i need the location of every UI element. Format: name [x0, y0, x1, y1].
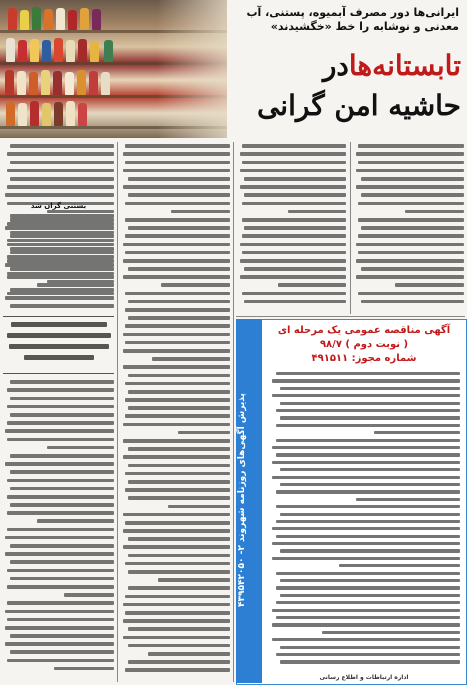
text-line — [354, 158, 464, 166]
text-line — [121, 453, 230, 461]
text-line — [268, 577, 460, 584]
text-line — [238, 208, 346, 216]
text-line — [3, 175, 114, 183]
text-line — [3, 167, 114, 175]
text-line — [354, 224, 464, 232]
column-rule — [117, 142, 118, 682]
text-line — [268, 503, 460, 510]
text-line — [268, 488, 460, 495]
text-line — [268, 473, 460, 480]
text-line — [121, 158, 230, 166]
text-line — [121, 666, 230, 674]
text-line — [268, 444, 460, 451]
text-line — [354, 240, 464, 248]
text-line — [121, 379, 230, 387]
text-line — [268, 481, 460, 488]
text-line — [121, 314, 230, 322]
text-line — [268, 643, 460, 650]
text-line — [121, 347, 230, 355]
text-line — [354, 175, 464, 183]
text-line — [354, 257, 464, 265]
text-line — [268, 496, 460, 503]
text-line — [121, 609, 230, 617]
text-line — [268, 584, 460, 591]
article-photo — [0, 0, 227, 138]
text-line — [121, 560, 230, 568]
text-line — [121, 535, 230, 543]
text-line — [121, 412, 230, 420]
text-line — [3, 550, 114, 558]
text-line — [3, 648, 114, 656]
text-line — [238, 216, 346, 224]
ad-subtitle: ( نوبت دوم ) ۹۸/۷ — [319, 339, 409, 350]
text-line — [3, 452, 114, 460]
text-line — [121, 216, 230, 224]
text-line — [121, 470, 230, 478]
text-line — [121, 183, 230, 191]
text-line — [238, 281, 346, 289]
text-line — [3, 444, 114, 452]
text-line — [268, 510, 460, 517]
text-line — [268, 599, 460, 606]
text-line — [121, 289, 230, 297]
section-rule — [236, 316, 465, 317]
text-line — [3, 632, 114, 640]
text-line — [3, 566, 114, 574]
ad-vertical-caption: پذیرش آگهی‌های روزنامه شهروند ۲- ۴۳۹۵۴۲۰۵۰ — [237, 393, 247, 607]
text-line — [3, 656, 114, 664]
pull-quote — [3, 316, 114, 374]
text-line — [121, 363, 230, 371]
text-line — [3, 476, 114, 484]
text-line — [121, 339, 230, 347]
text-line — [121, 167, 230, 175]
text-line — [3, 253, 114, 261]
headline-line2: حاشیه امن گرانی — [256, 89, 461, 122]
text-line — [268, 385, 460, 392]
pull-quote-line — [3, 319, 114, 330]
text-line — [354, 232, 464, 240]
text-line — [3, 158, 114, 166]
text-line — [268, 466, 460, 473]
text-line — [268, 518, 460, 525]
text-line — [121, 486, 230, 494]
text-line — [268, 570, 460, 577]
text-line — [121, 568, 230, 576]
text-line — [3, 542, 114, 550]
text-line — [121, 510, 230, 518]
text-line — [238, 232, 346, 240]
text-line — [121, 404, 230, 412]
text-line — [354, 191, 464, 199]
text-line — [121, 273, 230, 281]
text-line — [3, 640, 114, 648]
text-line — [268, 658, 460, 665]
text-line — [268, 629, 460, 636]
text-line — [121, 551, 230, 559]
pull-quote-line — [3, 330, 114, 341]
article-column-4b — [3, 212, 114, 312]
text-line — [238, 183, 346, 191]
text-line — [121, 658, 230, 666]
pull-quote-line — [3, 352, 114, 363]
text-line — [238, 298, 346, 306]
text-line — [3, 394, 114, 402]
text-line — [121, 584, 230, 592]
text-line — [354, 208, 464, 216]
text-line — [121, 502, 230, 510]
text-line — [3, 212, 114, 220]
text-line — [121, 429, 230, 437]
text-line — [121, 371, 230, 379]
text-line — [121, 281, 230, 289]
text-line — [121, 306, 230, 314]
text-line — [3, 269, 114, 277]
text-line — [354, 265, 464, 273]
text-line — [3, 278, 114, 286]
text-line — [121, 248, 230, 256]
text-line — [121, 330, 230, 338]
text-line — [121, 650, 230, 658]
text-line — [3, 665, 114, 673]
article-column-1 — [354, 142, 464, 312]
text-line — [121, 592, 230, 600]
text-line — [268, 555, 460, 562]
text-line — [3, 525, 114, 533]
text-line — [121, 388, 230, 396]
text-line — [268, 414, 460, 421]
text-line — [3, 509, 114, 517]
text-line — [121, 437, 230, 445]
text-line — [3, 575, 114, 583]
text-line — [121, 445, 230, 453]
text-line — [3, 286, 114, 294]
text-line — [268, 407, 460, 414]
text-line — [3, 484, 114, 492]
text-line — [121, 240, 230, 248]
text-line — [3, 599, 114, 607]
text-line — [3, 183, 114, 191]
text-line — [3, 191, 114, 199]
headline-accent: تابستانه‌ها — [348, 49, 461, 82]
text-line — [121, 601, 230, 609]
text-line — [238, 248, 346, 256]
text-line — [3, 517, 114, 525]
text-line — [121, 543, 230, 551]
text-line — [354, 216, 464, 224]
text-line — [268, 651, 460, 658]
text-line — [268, 377, 460, 384]
text-line — [268, 370, 460, 377]
text-line — [238, 224, 346, 232]
text-line — [3, 142, 114, 150]
article-column-4c — [3, 378, 114, 680]
text-line — [121, 265, 230, 273]
text-line — [3, 411, 114, 419]
article-column-2 — [238, 142, 346, 312]
text-line — [121, 617, 230, 625]
ad-footer: اداره ارتباطات و اطلاع رسانی — [319, 674, 409, 681]
text-line — [3, 378, 114, 386]
text-line — [121, 142, 230, 150]
text-line — [238, 158, 346, 166]
ad-permit-number: شماره مجوز: ۴۹۱۵۱۱ — [311, 353, 417, 364]
text-line — [238, 150, 346, 158]
text-line — [3, 583, 114, 591]
text-line — [121, 257, 230, 265]
text-line — [354, 199, 464, 207]
text-line — [3, 302, 114, 310]
text-line — [121, 191, 230, 199]
text-line — [3, 261, 114, 269]
text-line — [3, 624, 114, 632]
text-line — [121, 322, 230, 330]
text-line — [238, 257, 346, 265]
column-rule — [350, 142, 351, 314]
text-line — [3, 228, 114, 236]
text-line — [354, 248, 464, 256]
text-line — [3, 220, 114, 228]
text-line — [238, 191, 346, 199]
text-line — [268, 562, 460, 569]
pull-quote-line — [3, 341, 114, 352]
text-line — [268, 429, 460, 436]
text-line — [121, 224, 230, 232]
ad-title-block — [266, 324, 462, 366]
text-line — [121, 355, 230, 363]
ad-body-text — [268, 370, 460, 670]
article-headline — [233, 46, 461, 126]
text-line — [3, 435, 114, 443]
text-line — [354, 150, 464, 158]
text-line — [268, 525, 460, 532]
text-line — [268, 592, 460, 599]
text-line — [354, 289, 464, 297]
text-line — [121, 494, 230, 502]
text-line — [268, 451, 460, 458]
text-line — [268, 437, 460, 444]
text-line — [268, 607, 460, 614]
text-line — [268, 636, 460, 643]
text-line — [3, 501, 114, 509]
text-line — [238, 289, 346, 297]
text-line — [354, 142, 464, 150]
text-line — [121, 478, 230, 486]
text-line — [3, 150, 114, 158]
text-line — [121, 150, 230, 158]
text-line — [268, 392, 460, 399]
text-line — [354, 167, 464, 175]
text-line — [3, 237, 114, 245]
text-line — [121, 208, 230, 216]
text-line — [268, 533, 460, 540]
text-line — [3, 558, 114, 566]
text-line — [3, 607, 114, 615]
text-line — [121, 298, 230, 306]
text-line — [354, 273, 464, 281]
text-line — [3, 403, 114, 411]
text-line — [238, 167, 346, 175]
text-line — [238, 142, 346, 150]
ad-title: آگهی مناقصه عمومی یک مرحله ای — [277, 325, 451, 336]
text-line — [121, 527, 230, 535]
text-line — [3, 615, 114, 623]
text-line — [3, 460, 114, 468]
text-line — [3, 468, 114, 476]
article-column-3 — [121, 142, 230, 680]
text-line — [3, 245, 114, 253]
column-heading: بستنی گران شد — [30, 202, 87, 210]
text-line — [121, 625, 230, 633]
text-line — [121, 633, 230, 641]
text-line — [121, 232, 230, 240]
text-line — [268, 459, 460, 466]
text-line — [3, 419, 114, 427]
text-line — [3, 591, 114, 599]
text-line — [354, 298, 464, 306]
text-line — [3, 386, 114, 394]
text-line — [121, 519, 230, 527]
text-line — [121, 199, 230, 207]
text-line — [238, 199, 346, 207]
text-line — [268, 614, 460, 621]
text-line — [238, 265, 346, 273]
text-line — [268, 621, 460, 628]
text-line — [121, 420, 230, 428]
text-line — [3, 534, 114, 542]
text-line — [121, 175, 230, 183]
article-kicker: ایرانی‌ها دور مصرف آبمیوه، پستنی، آب معدنی و نوشابه را خط «خگشیدند» — [246, 6, 459, 33]
text-line — [268, 422, 460, 429]
text-line — [121, 461, 230, 469]
headline-suffix: در — [322, 49, 349, 82]
text-line — [354, 183, 464, 191]
text-line — [268, 547, 460, 554]
text-line — [121, 641, 230, 649]
text-line — [238, 175, 346, 183]
text-line — [268, 400, 460, 407]
text-line — [121, 576, 230, 584]
text-line — [121, 396, 230, 404]
text-line — [3, 294, 114, 302]
text-line — [354, 281, 464, 289]
column-rule — [233, 142, 234, 682]
text-line — [238, 273, 346, 281]
text-line — [238, 240, 346, 248]
text-line — [268, 540, 460, 547]
text-line — [3, 493, 114, 501]
text-line — [3, 427, 114, 435]
